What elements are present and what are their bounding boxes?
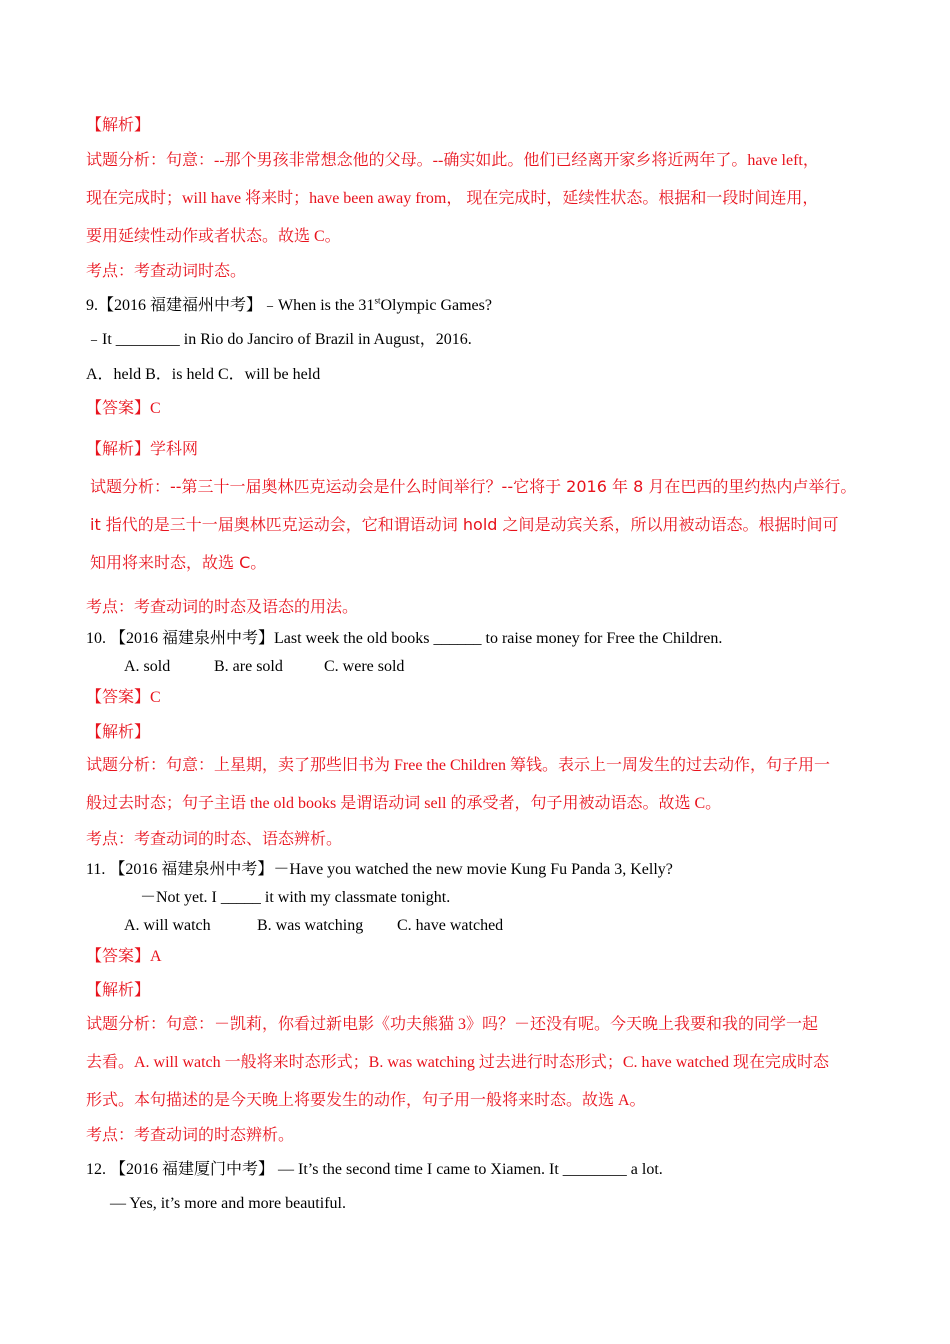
- analysis-line: 试题分析：--第三十一届奥林匹克运动会是什么时间举行？--它将于 2016 年 8 月在巴西的里约热内卢举行。: [90, 477, 857, 496]
- analysis-line: 现在完成时；will have 将来时；have been away from， 现在完成时，延续性状态。根据和一段时间连用，: [86, 190, 819, 207]
- option-a: A. sold: [124, 658, 171, 675]
- analysis-heading: 【解析】: [86, 724, 151, 741]
- option-c: C. were sold: [324, 658, 405, 675]
- question-stem-post: Olympic Games?: [380, 297, 492, 314]
- analysis-line: 要用延续性动作或者状态。故选 C。: [86, 228, 341, 245]
- analysis-line: 形式。本句描述的是今天晚上将要发生的动作，句子用一般将来时态。故选 A。: [86, 1092, 646, 1109]
- option-b: B. are sold: [214, 658, 283, 675]
- superscript: st: [374, 295, 381, 306]
- analysis-line: it 指代的是三十一届奥林匹克运动会，它和谓语动词 hold 之间是动宾关系，所以用被动语态。根据时间可: [90, 515, 839, 534]
- analysis-heading: 【解析】: [86, 982, 151, 999]
- option-a: A. will watch: [124, 917, 211, 934]
- analysis-line: 试题分析：句意：－凯莉，你看过新电影《功夫熊猫 3》吗？－还没有呢。今天晚上我要和我的同学一起: [86, 1016, 819, 1033]
- question-stem: 10. 【2016 福建泉州中考】Last week the old books ______ to raise money for Free the Children.: [86, 630, 723, 647]
- analysis-heading: 【解析】: [86, 117, 151, 134]
- question-stem-pre: 9.【2016 福建福州中考】﹣When is the 31: [86, 297, 375, 314]
- question-stem: [86, 296, 492, 316]
- option-b: B. was watching: [257, 917, 364, 934]
- analysis-line: 试题分析：句意：--那个男孩非常想念他的父母。--确实如此。他们已经离开家乡将近两年了。have left，: [86, 152, 819, 169]
- analysis-line: 知用将来时态，故选 C。: [90, 553, 267, 572]
- analysis-heading: 【解析】学科网: [86, 439, 199, 458]
- answer-line: 【答案】C: [86, 400, 161, 417]
- question-options: [124, 916, 503, 936]
- question-stem: 11. 【2016 福建泉州中考】－Have you watched the new movie Kung Fu Panda 3, Kelly?: [86, 861, 673, 878]
- analysis-line: 试题分析：句意：上星期，卖了那些旧书为 Free the Children 筹钱。表示上一周发生的过去动作，句子用一: [86, 757, 830, 774]
- question-line: －Not yet. I _____ it with my classmate tonight.: [140, 889, 451, 906]
- kaodian-line: 考点：考查动词的时态及语态的用法。: [86, 599, 359, 616]
- kaodian-line: 考点：考查动词的时态、语态辨析。: [86, 831, 343, 848]
- question-line: — Yes, it’s more and more beautiful.: [110, 1195, 346, 1212]
- analysis-line: 去看。A. will watch 一般将来时态形式；B. was watching 过去进行时态形式；C. have watched 现在完成时态: [86, 1054, 830, 1071]
- option-c: C. have watched: [397, 917, 504, 934]
- question-line: ﹣It ________ in Rio do Janciro of Brazil in August，2016.: [86, 331, 472, 348]
- answer-line: 【答案】C: [86, 689, 161, 706]
- question-options: [124, 657, 404, 677]
- analysis-line: 般过去时态；句子主语 the old books 是谓语动词 sell 的承受者，句子用被动语态。故选 C。: [86, 795, 722, 812]
- answer-line: 【答案】A: [86, 948, 162, 965]
- kaodian-line: 考点：考查动词时态。: [86, 263, 247, 280]
- question-stem: 12. 【2016 福建厦门中考】 — It’s the second time I came to Xiamen. It ________ a lot.: [86, 1161, 663, 1178]
- question-options: A．held B．is held C．will be held: [86, 366, 321, 383]
- kaodian-line: 考点：考查动词的时态辨析。: [86, 1127, 295, 1144]
